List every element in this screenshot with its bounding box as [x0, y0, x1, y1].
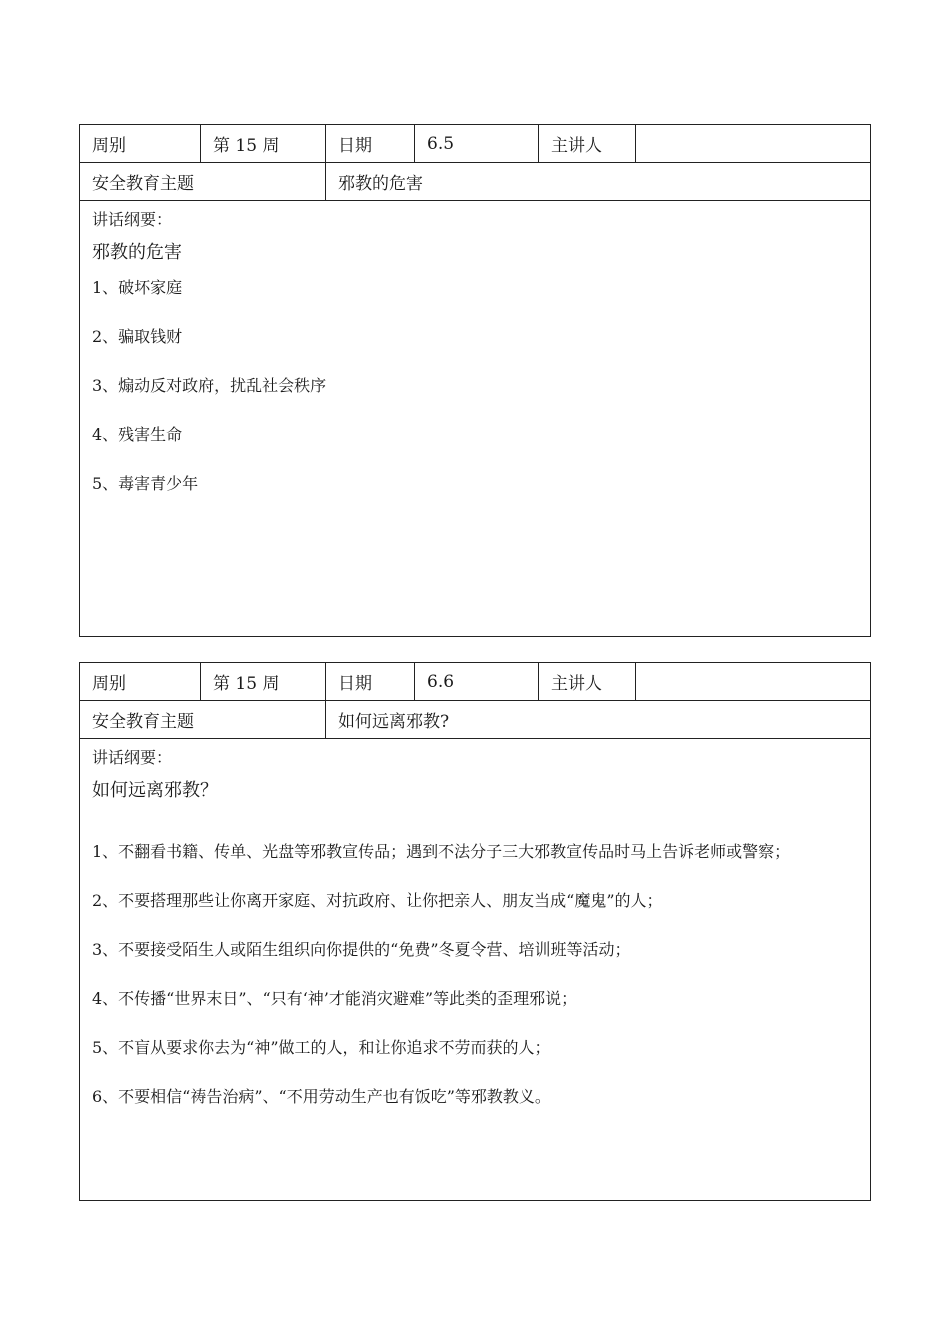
week-value: 第 15 周 — [201, 125, 326, 162]
speaker-label: 主讲人 — [539, 663, 636, 700]
list-item: 5、不盲从要求你去为“神”做工的人，和让你追求不劳而获的人； — [92, 1038, 551, 1057]
date-value: 6.5 — [415, 125, 539, 162]
speaker-value — [636, 663, 870, 700]
topic-row — [80, 701, 870, 739]
date-label: 日期 — [326, 663, 415, 700]
date-value: 6.6 — [415, 663, 539, 700]
topic-value: 邪教的危害 — [338, 174, 423, 194]
outline-heading: 如何远离邪教？ — [92, 780, 218, 801]
lesson-record-table — [79, 124, 871, 637]
outline-label: 讲话纲要： — [92, 748, 173, 767]
topic-label: 安全教育主题 — [80, 701, 326, 738]
header-row — [80, 663, 870, 701]
list-item: 4、不传播“世界末日”、“只有‘神’才能消灾避难”等此类的歪理邪说； — [92, 989, 578, 1008]
outline-body — [80, 739, 870, 1109]
topic-value: 如何远离邪教? — [338, 712, 450, 732]
topic-row — [80, 163, 870, 201]
topic-label: 安全教育主题 — [80, 163, 326, 200]
week-label: 周别 — [80, 663, 201, 700]
date-label: 日期 — [326, 125, 415, 162]
list-item: 1、不翻看书籍、传单、光盘等邪教宣传品；遇到不法分子三大邪教宣传品时马上告诉老师或警察； — [92, 842, 791, 861]
speaker-value — [636, 125, 870, 162]
list-item: 4、残害生命 — [92, 425, 183, 444]
week-value: 第 15 周 — [201, 663, 326, 700]
outline-label: 讲话纲要： — [92, 210, 173, 229]
outline-body — [80, 201, 870, 496]
week-label: 周别 — [80, 125, 201, 162]
list-item: 5、毒害青少年 — [92, 474, 199, 493]
list-item: 1、破坏家庭 — [92, 278, 183, 297]
outline-heading: 邪教的危害 — [92, 242, 182, 263]
list-item: 6、不要相信“祷告治病”、“不用劳动生产也有饭吃”等邪教教义。 — [92, 1087, 551, 1106]
lesson-record-table — [79, 662, 871, 1201]
list-item: 3、不要接受陌生人或陌生组织向你提供的“免费”冬夏令营、培训班等活动； — [92, 940, 631, 959]
list-item: 2、不要搭理那些让你离开家庭、对抗政府、让你把亲人、朋友当成“魔鬼”的人； — [92, 891, 663, 910]
speaker-label: 主讲人 — [539, 125, 636, 162]
list-item: 2、骗取钱财 — [92, 327, 183, 346]
header-row — [80, 125, 870, 163]
list-item: 3、煽动反对政府，扰乱社会秩序 — [92, 376, 327, 395]
